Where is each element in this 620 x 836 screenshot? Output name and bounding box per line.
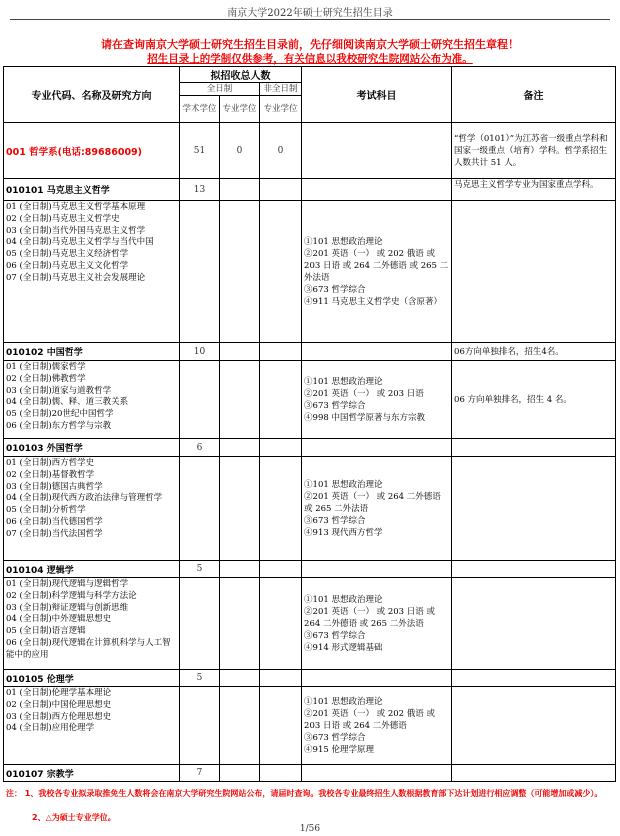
exam-subjects bbox=[302, 201, 452, 343]
empty-cell bbox=[260, 439, 302, 457]
dept-academic: 51 bbox=[180, 123, 220, 179]
direction-note: 06 方向单独排名，招生 4 名。 bbox=[452, 361, 616, 439]
empty-cell bbox=[260, 765, 302, 782]
exam-subject: ①101 思想政治理论 bbox=[304, 236, 383, 247]
exam-subject: ④913 现代西方哲学 bbox=[304, 527, 383, 538]
empty-cell bbox=[180, 687, 220, 765]
exam-subject: ③673 哲学综合 bbox=[304, 732, 366, 743]
empty-cell bbox=[220, 687, 260, 765]
direction-note bbox=[452, 687, 616, 765]
direction-list bbox=[4, 687, 180, 765]
exam-subject: ②201 英语（一） 或 264 二外德语 或 265 二外法语 bbox=[304, 491, 441, 514]
direction-item: 05 (全日制)20世纪中国哲学 bbox=[6, 409, 114, 420]
major-note bbox=[452, 670, 616, 687]
exam-subject: ④915 伦理学原理 bbox=[304, 744, 374, 755]
major-note: 06方向单独排名，招生4名。 bbox=[452, 343, 616, 361]
empty-cell bbox=[180, 578, 220, 670]
direction-item: 02 (全日制)基督教哲学 bbox=[6, 469, 95, 480]
empty-cell bbox=[260, 457, 302, 561]
major-note bbox=[452, 561, 616, 578]
exam-subject: ②201 英语（一） 或 203 日语 或 264 二外德语 或 265 二外法语 bbox=[304, 606, 435, 629]
dept-professional: 0 bbox=[220, 123, 260, 179]
empty-cell bbox=[220, 179, 260, 201]
parttime-header: 非全日制 bbox=[260, 83, 302, 96]
direction-item: 02 (全日制)中国伦理思想史 bbox=[6, 699, 112, 710]
dept-name: 001 哲学系(电话:89686009) bbox=[4, 123, 180, 179]
exam-subject: ②201 英语（一） 或 202 俄语 或 203 日语 或 264 二外德语 bbox=[304, 708, 435, 731]
direction-item: 02 (全日制)佛教哲学 bbox=[6, 373, 86, 384]
empty-cell bbox=[220, 561, 260, 578]
direction-item: 05 (全日制)马克思主义经济哲学 bbox=[6, 249, 129, 260]
academic-header: 学术学位 bbox=[180, 96, 220, 123]
exam-subject: ③673 哲学综合 bbox=[304, 400, 366, 411]
empty-cell bbox=[220, 361, 260, 439]
professional-header: 专业学位 bbox=[220, 96, 260, 123]
direction-item: 02 (全日制)科学逻辑与科学方法论 bbox=[6, 590, 137, 601]
empty-cell bbox=[260, 670, 302, 687]
empty-cell bbox=[220, 765, 260, 782]
empty-cell bbox=[220, 343, 260, 361]
direction-item: 03 (全日制)德国古典哲学 bbox=[6, 481, 103, 492]
empty-cell bbox=[302, 343, 452, 361]
exam-subject: ③673 哲学综合 bbox=[304, 630, 366, 641]
dept-exam-cell bbox=[302, 123, 452, 179]
direction-item: 05 (全日制)语言逻辑 bbox=[6, 626, 86, 637]
exam-subject: ①101 思想政治理论 bbox=[304, 479, 383, 490]
major-count: 5 bbox=[180, 561, 220, 578]
direction-item: 03 (全日制)道家与道教哲学 bbox=[6, 385, 112, 396]
major-name: 010102 中国哲学 bbox=[4, 343, 180, 361]
empty-cell bbox=[260, 201, 302, 343]
direction-item: 06 (全日制)东方哲学与宗教 bbox=[6, 420, 112, 431]
direction-list bbox=[4, 361, 180, 439]
exam-subjects bbox=[302, 687, 452, 765]
direction-item: 01 (全日制)现代逻辑与逻辑哲学 bbox=[6, 579, 129, 589]
exam-subjects bbox=[302, 578, 452, 670]
empty-cell bbox=[260, 361, 302, 439]
header-divider bbox=[10, 19, 610, 20]
major-note bbox=[452, 765, 616, 782]
empty-cell bbox=[220, 201, 260, 343]
direction-item: 04 (全日制)马克思主义哲学与当代中国 bbox=[6, 237, 154, 248]
direction-list bbox=[4, 201, 180, 343]
direction-list bbox=[4, 578, 180, 670]
exam-subject: ①101 思想政治理论 bbox=[304, 376, 383, 387]
empty-cell bbox=[260, 343, 302, 361]
parttime-professional-header: 专业学位 bbox=[260, 96, 302, 123]
empty-cell bbox=[220, 670, 260, 687]
catalog-table bbox=[3, 66, 616, 782]
footnote-1: 注： 1、我校各专业拟录取推免生人数将会在南京大学研究生院网站公布，请届时查询。我校各专业最终招生人数根据教育部下达计划进行相应调整（可能增加或减少）。 bbox=[6, 789, 603, 798]
direction-item: 07 (全日制)当代法国哲学 bbox=[6, 528, 103, 539]
fulltime-header: 全日制 bbox=[180, 83, 260, 96]
direction-item: 04 (全日制)应用伦理学 bbox=[6, 723, 95, 734]
major-name: 010107 宗教学 bbox=[4, 765, 180, 782]
major-count: 10 bbox=[180, 343, 220, 361]
exam-subject: ④998 中国哲学原著与东方宗教 bbox=[304, 412, 425, 423]
direction-item: 01 (全日制)西方哲学史 bbox=[6, 458, 95, 468]
exam-subject: ③673 哲学综合 bbox=[304, 515, 366, 526]
exam-subject: ③673 哲学综合 bbox=[304, 284, 366, 295]
empty-cell bbox=[220, 439, 260, 457]
dept-parttime: 0 bbox=[260, 123, 302, 179]
dept-note: “哲学（0101）”为江苏省一级重点学科和国家一级重点（培育）学科。哲学系招生人数共计 51 人。 bbox=[452, 123, 616, 179]
footnote-2: 2、△为硕士专业学位。 bbox=[32, 813, 116, 822]
direction-item: 01 (全日制)马克思主义哲学基本原理 bbox=[6, 202, 146, 212]
empty-cell bbox=[260, 578, 302, 670]
direction-note bbox=[452, 457, 616, 561]
empty-cell bbox=[180, 361, 220, 439]
exam-subject: ④911 马克思主义哲学史（含原著） bbox=[304, 296, 442, 307]
direction-item: 04 (全日制)现代西方政治法律与管理哲学 bbox=[6, 493, 163, 504]
major-name: 010105 伦理学 bbox=[4, 670, 180, 687]
plan-header: 拟招收总人数 bbox=[180, 67, 302, 83]
col-major-header: 专业代码、名称及研究方向 bbox=[4, 67, 180, 123]
empty-cell bbox=[260, 561, 302, 578]
empty-cell bbox=[260, 179, 302, 201]
direction-item: 05 (全日制)分析哲学 bbox=[6, 505, 86, 516]
direction-item: 03 (全日制)西方伦理思想史 bbox=[6, 711, 112, 722]
exam-subjects bbox=[302, 457, 452, 561]
notice-line-2-text: 招生目录上的学制仅供参考，有关信息以我校研究生院网站公布为准。 bbox=[147, 53, 473, 65]
notes-header: 备注 bbox=[452, 67, 616, 123]
direction-list bbox=[4, 457, 180, 561]
empty-cell bbox=[302, 670, 452, 687]
major-note: 马克思主义哲学专业为国家重点学科。 bbox=[452, 179, 616, 201]
direction-item: 06 (全日制)现代逻辑在计算机科学与人工智能中的应用 bbox=[6, 637, 171, 660]
direction-item: 03 (全日制)辩证逻辑与创新思维 bbox=[6, 602, 129, 613]
direction-item: 06 (全日制)当代德国哲学 bbox=[6, 516, 103, 527]
empty-cell bbox=[180, 457, 220, 561]
direction-item: 03 (全日制)当代外国马克思主义哲学 bbox=[6, 225, 146, 236]
direction-item: 01 (全日制)伦理学基本理论 bbox=[6, 688, 112, 698]
direction-item: 02 (全日制)马克思主义哲学史 bbox=[6, 213, 120, 224]
direction-item: 01 (全日制)儒家哲学 bbox=[6, 362, 86, 372]
direction-item: 04 (全日制)儒、释、道三教关系 bbox=[6, 397, 129, 408]
empty-cell bbox=[302, 179, 452, 201]
exam-subject: ④914 形式逻辑基础 bbox=[304, 642, 383, 653]
empty-cell bbox=[302, 765, 452, 782]
major-count: 6 bbox=[180, 439, 220, 457]
exam-subject: ②201 英语（一） 或 203 日语 bbox=[304, 388, 424, 399]
page-header: 南京大学2022年硕士研究生招生目录 bbox=[227, 8, 393, 19]
major-count: 13 bbox=[180, 179, 220, 201]
empty-cell bbox=[180, 201, 220, 343]
empty-cell bbox=[302, 439, 452, 457]
empty-cell bbox=[220, 457, 260, 561]
exam-subject: ②201 英语（一） 或 202 俄语 或 203 日语 或 264 二外德语 或 265 二外法语 bbox=[304, 248, 449, 283]
exam-subject: ①101 思想政治理论 bbox=[304, 696, 383, 707]
notice-line-2 bbox=[0, 51, 620, 66]
direction-item: 04 (全日制)中外逻辑思想史 bbox=[6, 614, 112, 625]
direction-note bbox=[452, 201, 616, 343]
major-name: 010103 外国哲学 bbox=[4, 439, 180, 457]
direction-item: 07 (全日制)马克思主义社会发展理论 bbox=[6, 272, 146, 283]
major-name: 010101 马克思主义哲学 bbox=[4, 179, 180, 201]
notice-line-1: 请在查询南京大学硕士研究生招生目录前，先仔细阅读南京大学硕士研究生招生章程！ bbox=[101, 38, 519, 51]
exam-header: 考试科目 bbox=[302, 67, 452, 123]
exam-subjects bbox=[302, 361, 452, 439]
exam-subject: ①101 思想政治理论 bbox=[304, 594, 383, 605]
major-count: 7 bbox=[180, 765, 220, 782]
direction-note bbox=[452, 578, 616, 670]
major-note bbox=[452, 439, 616, 457]
direction-item: 06 (全日制)马克思主义文化哲学 bbox=[6, 260, 129, 271]
empty-cell bbox=[260, 687, 302, 765]
page-number: 1/56 bbox=[299, 824, 321, 834]
empty-cell bbox=[302, 561, 452, 578]
major-name: 010104 逻辑学 bbox=[4, 561, 180, 578]
major-count: 5 bbox=[180, 670, 220, 687]
empty-cell bbox=[220, 578, 260, 670]
